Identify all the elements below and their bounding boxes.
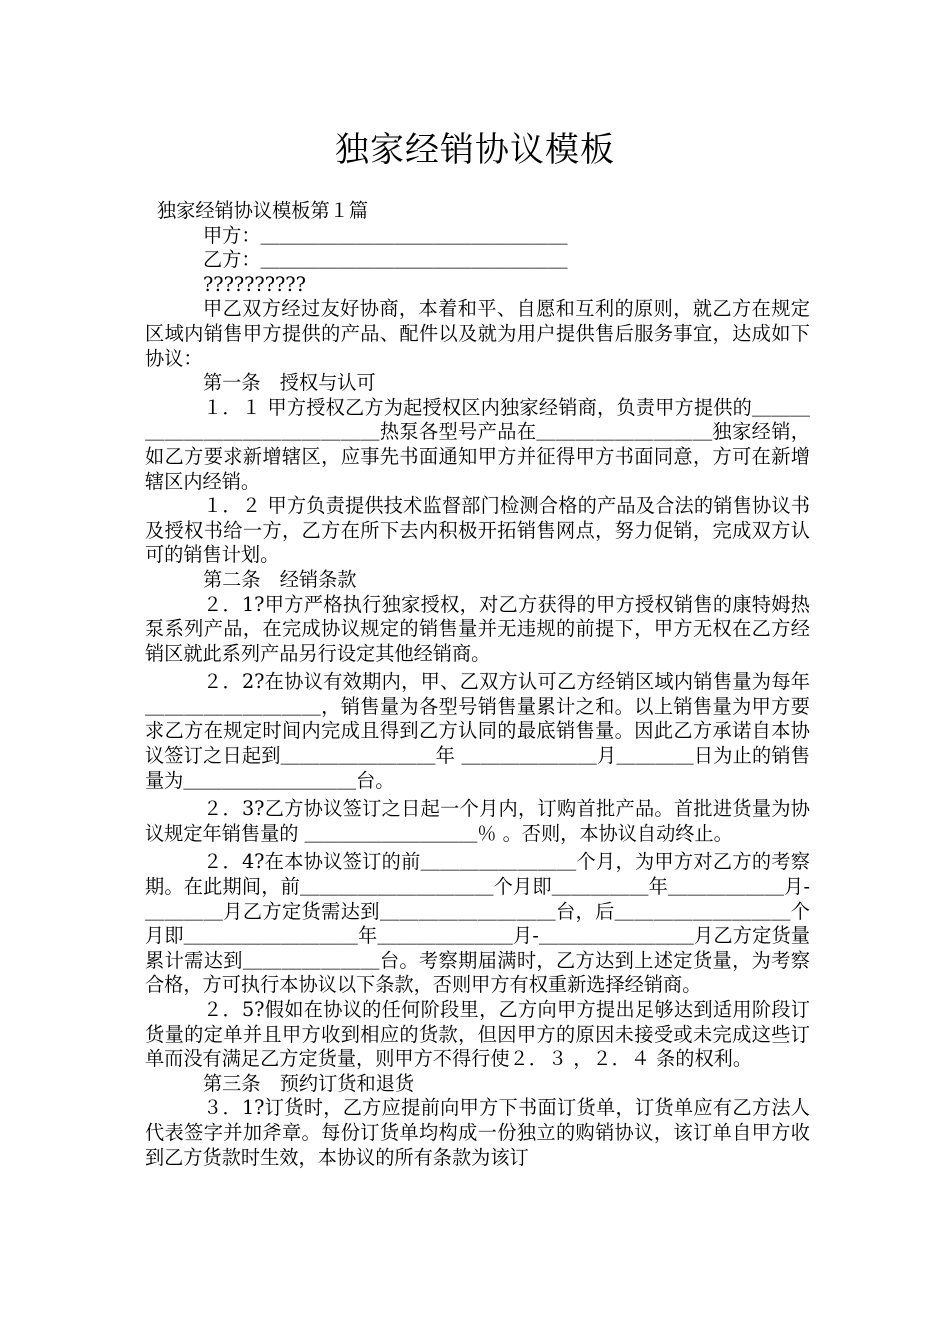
- clause-2-2: ２．2?在协议有效期内，甲、乙双方认可乙方经销区域内销售量为每年＿＿＿＿＿＿＿＿＿，销售量为各型号销售量累计之和。以上销售量为甲方要求乙方在规定时间内完成且得到乙方认同的最底销售量。因此乙方承诺自本协议签订之日起到＿＿＿＿＿＿＿＿年 ＿＿＿＿＿＿＿月＿＿＿＿日为止的销售量为＿＿＿＿＿＿＿＿＿台。: [145, 670, 810, 792]
- document-title: 独家经销协议模板: [335, 130, 615, 170]
- placeholder-line: ??????????: [203, 272, 306, 296]
- section-heading-2: 第二条 经销条款: [203, 567, 357, 591]
- clause-3-1: ３．1?订货时，乙方应提前向甲方下书面订货单，订货单应有乙方法人代表签字并加斧章。每份订货单均构成一份独立的购销协议，该订单自甲方收到乙方货款时生效，本协议的所有条款为该订: [145, 1096, 810, 1169]
- party-b-line: 乙方：＿＿＿＿＿＿＿＿＿＿＿＿＿＿＿＿: [203, 248, 568, 272]
- clause-2-3: ２．3?乙方协议签订之日起一个月内，订购首批产品。首批进货量为协议规定年销售量的 ＿＿＿＿＿＿＿＿＿％ 。否则，本协议自动终止。: [145, 797, 810, 845]
- document-body: [145, 199, 810, 1170]
- section-heading-3: 第三条 预约订货和退货: [203, 1071, 415, 1095]
- clause-1-1: １．１ 甲方授权乙方为起授权区内独家经销商，负责甲方提供的＿＿＿＿＿＿＿＿＿＿＿＿＿＿＿热泵各型号产品在＿＿＿＿＿＿＿＿＿独家经销，如乙方要求新增辖区，应事先书面通知甲方并征得甲方书面同意，方可在新增辖区内经销。: [145, 395, 810, 493]
- party-a-line: 甲方：＿＿＿＿＿＿＿＿＿＿＿＿＿＿＿＿: [203, 223, 568, 247]
- clause-2-1: ２．1?甲方严格执行独家授权，对乙方获得的甲方授权销售的康特姆热泵系列产品，在完成协议规定的销售量并无违规的前提下，甲方无权在乙方经销区就此系列产品另行设定其他经销商。: [145, 592, 810, 665]
- document-subtitle: 独家经销协议模板第１篇: [157, 199, 369, 222]
- clause-1-2: １．２ 甲方负责提供技术监督部门检测合格的产品及合法的销售协议书及授权书给一方，乙方在所下去内积极开拓销售网点，努力促销，完成双方认可的销售计划。: [145, 494, 810, 567]
- clause-2-4: ２．4?在本协议签订的前＿＿＿＿＿＿＿＿个月，为甲方对乙方的考察期。在此期间，前＿＿＿＿＿＿＿＿＿＿个月即＿＿＿＿＿年＿＿＿＿＿＿月-＿＿＿＿月乙方定货需达到＿＿＿＿＿＿＿＿＿台，后＿＿＿＿＿＿＿＿＿个月即＿＿＿＿＿＿＿＿＿年＿＿＿＿＿＿＿月-＿＿＿＿＿＿＿＿月乙方定货量累计需达到＿＿＿＿＿＿＿台。考察期届满时，乙方达到上述定货量，为考察合格，方可执行本协议以下条款，否则甲方有权重新选择经销商。: [145, 850, 810, 997]
- paragraph-intro: 甲乙双方经过友好协商，本着和平、自愿和互利的原则，就乙方在规定区域内销售甲方提供的产品、配件以及就为用户提供售后服务事宜，达成如下协议：: [145, 297, 810, 370]
- section-heading-1: 第一条 授权与认可: [203, 371, 376, 395]
- clause-2-5: ２．5?假如在协议的任何阶段里，乙方向甲方提出足够达到适用阶段订货量的定单并且甲方收到相应的货款，但因甲方的原因未接受或未完成这些订单而没有满足乙方定货量，则甲方不得行使２．３ ，２．４ 条的权利。: [145, 998, 810, 1071]
